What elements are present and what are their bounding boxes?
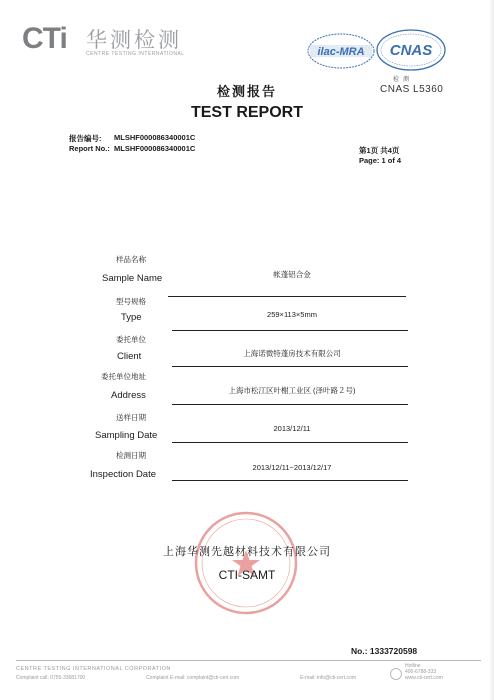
signature-company-en: CTI-SAMT bbox=[218, 568, 276, 582]
field-underline bbox=[172, 442, 408, 443]
footer-hotline-number: 400-6788-333 bbox=[405, 669, 437, 675]
field-underline bbox=[172, 366, 408, 367]
field-type-label-cn: 型号规格 bbox=[116, 297, 146, 306]
field-sampling-date-label-cn: 送样日期 bbox=[116, 413, 146, 422]
cnas-logo bbox=[375, 28, 447, 72]
field-address-label-en: Address bbox=[111, 390, 146, 401]
field-sample-name-label-en: Sample Name bbox=[102, 273, 163, 284]
footer-organization: CENTRE TESTING INTERNATIONAL CORPORATION bbox=[16, 666, 171, 672]
field-type-value: 259×113×5mm bbox=[267, 310, 317, 319]
footer-contacts bbox=[16, 675, 356, 681]
field-underline bbox=[172, 480, 408, 481]
field-sample-name-label-cn: 样品名称 bbox=[116, 255, 146, 264]
company-name-cn: 华测检测 bbox=[86, 28, 182, 52]
cnas-code: CNAS L5360 bbox=[380, 84, 444, 95]
page-number-cn: 第1页 共4页 bbox=[359, 146, 400, 155]
report-no-label-cn: 报告编号: bbox=[69, 134, 102, 143]
field-inspection-date-label-cn: 检测日期 bbox=[116, 451, 146, 460]
footer-divider bbox=[16, 660, 481, 661]
field-sample-name-value: 帐蓬铝合金 bbox=[273, 270, 311, 279]
footer-complaint-email: Complaint E-mail: complaint@cti-cert.com bbox=[146, 675, 240, 681]
field-underline bbox=[172, 404, 408, 405]
company-seal bbox=[193, 510, 299, 616]
field-client-value: 上海诺微特蓬房技术有限公司 bbox=[243, 349, 341, 358]
field-type-label-en: Type bbox=[121, 312, 142, 323]
field-client-label-cn: 委托单位 bbox=[116, 335, 146, 344]
footer-email: E-mail: info@cti-cert.com bbox=[300, 675, 356, 681]
field-inspection-date-label-en: Inspection Date bbox=[90, 469, 157, 480]
field-inspection-date-value: 2013/12/11~2013/12/17 bbox=[252, 463, 332, 472]
footer-website: www.cti-cert.com bbox=[405, 675, 443, 681]
cti-logo: CTi bbox=[22, 22, 67, 55]
ilac-mra-logo bbox=[306, 32, 376, 70]
serial-number: No.: 1333720598 bbox=[351, 646, 418, 656]
footer-hotline bbox=[405, 663, 443, 681]
field-address-value: 上海市松江区叶榭工业区 (泽叶路２号) bbox=[228, 386, 356, 395]
footer-hotline-label: Hotline bbox=[405, 663, 421, 669]
report-no-label-en: Report No.: bbox=[69, 144, 110, 153]
report-no-value-cn: MLSHF000086340001C bbox=[114, 133, 196, 142]
field-address-label-cn: 委托单位地址 bbox=[101, 372, 146, 381]
field-underline bbox=[172, 330, 408, 331]
signature-company-cn: 上海华测先越材料技术有限公司 bbox=[163, 545, 331, 558]
page-number-en: Page: 1 of 4 bbox=[359, 156, 402, 165]
company-name-en: CENTRE TESTING INTERNATIONAL bbox=[86, 51, 185, 57]
field-underline bbox=[168, 296, 406, 297]
cnas-text: CNAS bbox=[389, 42, 433, 59]
field-client-label-en: Client bbox=[117, 351, 142, 362]
scan-edge-shadow bbox=[489, 0, 494, 700]
field-sampling-date-value: 2013/12/11 bbox=[273, 424, 311, 433]
footer-complaint-tel: Complaint call: 0755-33681700 bbox=[16, 675, 86, 681]
phone-icon bbox=[390, 668, 402, 680]
title-cn: 检测报告 bbox=[216, 85, 277, 100]
field-sampling-date-label-en: Sampling Date bbox=[95, 430, 158, 441]
report-no-value-en: MLSHF000086340001C bbox=[114, 144, 196, 153]
title-en: TEST REPORT bbox=[190, 104, 303, 121]
cnas-category: 检测 bbox=[393, 77, 414, 83]
ilac-text: ilac-MRA bbox=[317, 46, 365, 58]
